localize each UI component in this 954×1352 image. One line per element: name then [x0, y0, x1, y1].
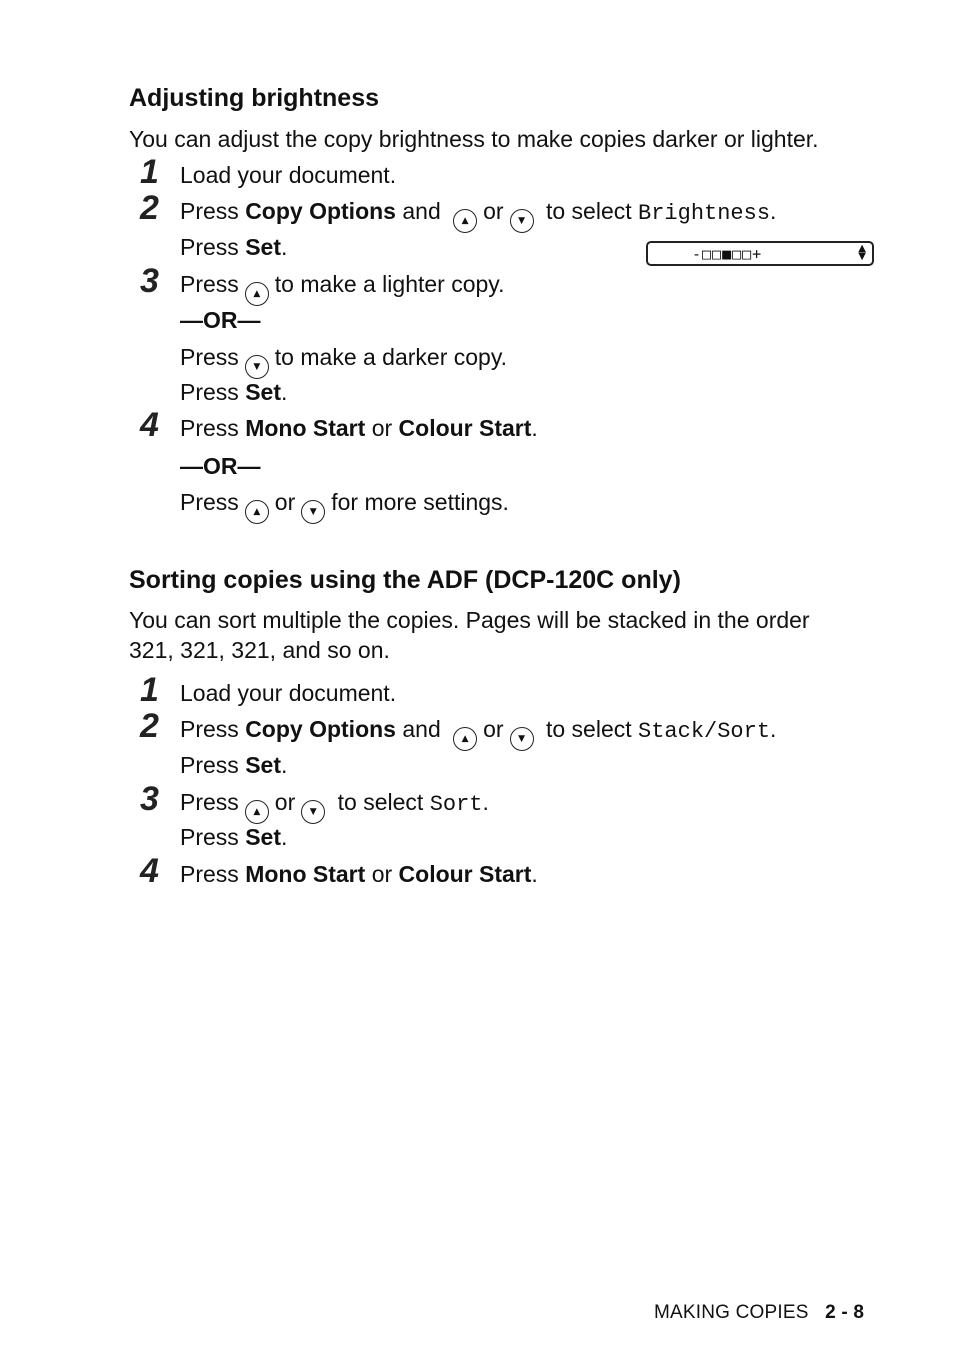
down-arrow-icon: ▼	[301, 800, 325, 824]
text-lighter: to make a lighter copy.	[274, 271, 505, 297]
text-to-select: to select	[337, 789, 424, 815]
down-arrow-icon: ▼	[510, 209, 534, 233]
key-set: Set	[245, 379, 281, 405]
key-mono-start: Mono Start	[245, 415, 366, 441]
step-number: 2	[140, 707, 159, 745]
step-text: Press ▲ or ▼ to select Sort.	[180, 787, 489, 824]
key-colour-start: Colour Start	[398, 415, 532, 441]
page-footer	[654, 1301, 864, 1325]
up-arrow-icon: ▲	[453, 727, 477, 751]
step-number: 4	[140, 852, 159, 890]
text-or: or	[274, 489, 296, 515]
text-and: and	[402, 198, 441, 224]
text-to-select: to select	[545, 716, 632, 742]
lcd-option-stack-sort: Stack/Sort	[638, 719, 771, 744]
lcd-option-brightness: Brightness	[638, 201, 771, 226]
text-press: Press	[180, 789, 239, 815]
down-arrow-icon: ▼	[510, 727, 534, 751]
step-text: Press Copy Options and ▲ or ▼ to select Stack/Sort.	[180, 714, 776, 751]
key-copy-options: Copy Options	[245, 198, 396, 224]
text-press: Press	[180, 824, 239, 850]
up-arrow-icon: ▲	[245, 800, 269, 824]
key-set: Set	[245, 234, 281, 260]
step-number: 2	[140, 189, 159, 227]
key-set: Set	[245, 752, 281, 778]
text-and: and	[402, 716, 441, 742]
text-or: or	[371, 861, 393, 887]
step-text: Press Copy Options and ▲ or ▼ to select Brightness.	[180, 196, 776, 233]
footer-chapter: MAKING COPIES	[654, 1302, 809, 1323]
step-number: 3	[140, 262, 159, 300]
or-separator: —OR—	[180, 453, 261, 479]
text-press: Press	[180, 716, 239, 742]
step-text: Load your document.	[180, 162, 397, 188]
intro-sorting-line1: You can sort multiple the copies. Pages will be stacked in the order	[129, 607, 810, 633]
step-text: Press Set.	[180, 234, 288, 260]
down-arrow-icon: ▼	[301, 500, 325, 524]
text-press: Press	[180, 752, 239, 778]
step-text: Load your document.	[180, 680, 397, 706]
text-press: Press	[180, 861, 239, 887]
text-to-select: to select	[545, 198, 632, 224]
step-text: Press Mono Start or Colour Start.	[180, 861, 538, 887]
step-text	[180, 342, 507, 379]
step-text	[180, 269, 504, 306]
section-heading-sorting: Sorting copies using the ADF (DCP-120C only)	[129, 566, 681, 594]
text-more-settings: for more settings.	[331, 489, 509, 515]
key-copy-options: Copy Options	[245, 716, 396, 742]
section-heading-brightness: Adjusting brightness	[129, 84, 379, 112]
text-or: or	[274, 789, 296, 815]
text-press: Press	[180, 234, 239, 260]
step-text: Press Mono Start or Colour Start.	[180, 415, 538, 441]
step-text: Press Set.	[180, 379, 288, 405]
intro-sorting-line2: 321, 321, 321, and so on.	[129, 637, 390, 663]
text-press: Press	[180, 415, 239, 441]
footer-page-number: 2 - 8	[825, 1302, 865, 1323]
down-arrow-icon: ▼	[245, 355, 269, 379]
text-press: Press	[180, 379, 239, 405]
up-arrow-icon: ▲	[453, 209, 477, 233]
step-number: 1	[140, 153, 159, 191]
text-press: Press	[180, 344, 239, 370]
up-down-arrows-icon: ▲ ▼	[858, 243, 866, 262]
key-set: Set	[245, 824, 281, 850]
text-press: Press	[180, 198, 239, 224]
text-or: or	[483, 198, 504, 224]
step-number: 3	[140, 780, 159, 818]
key-colour-start: Colour Start	[398, 861, 532, 887]
step-text: Press Set.	[180, 752, 288, 778]
up-arrow-icon: ▲	[245, 500, 269, 524]
or-separator: —OR—	[180, 307, 261, 333]
up-arrow-icon: ▲	[245, 282, 269, 306]
lcd-display	[646, 241, 874, 266]
step-text: Press Set.	[180, 824, 288, 850]
lcd-option-sort: Sort	[429, 792, 483, 817]
text-or: or	[371, 415, 393, 441]
step-number: 4	[140, 406, 159, 444]
text-press: Press	[180, 489, 239, 515]
step-number: 1	[140, 671, 159, 709]
text-or: or	[483, 716, 504, 742]
step-text	[180, 487, 509, 524]
brightness-level-bar: -□□■□□+	[692, 245, 763, 263]
text-darker: to make a darker copy.	[274, 344, 508, 370]
intro-brightness: You can adjust the copy brightness to make copies darker or lighter.	[129, 126, 819, 152]
text-press: Press	[180, 271, 239, 297]
key-mono-start: Mono Start	[245, 861, 366, 887]
